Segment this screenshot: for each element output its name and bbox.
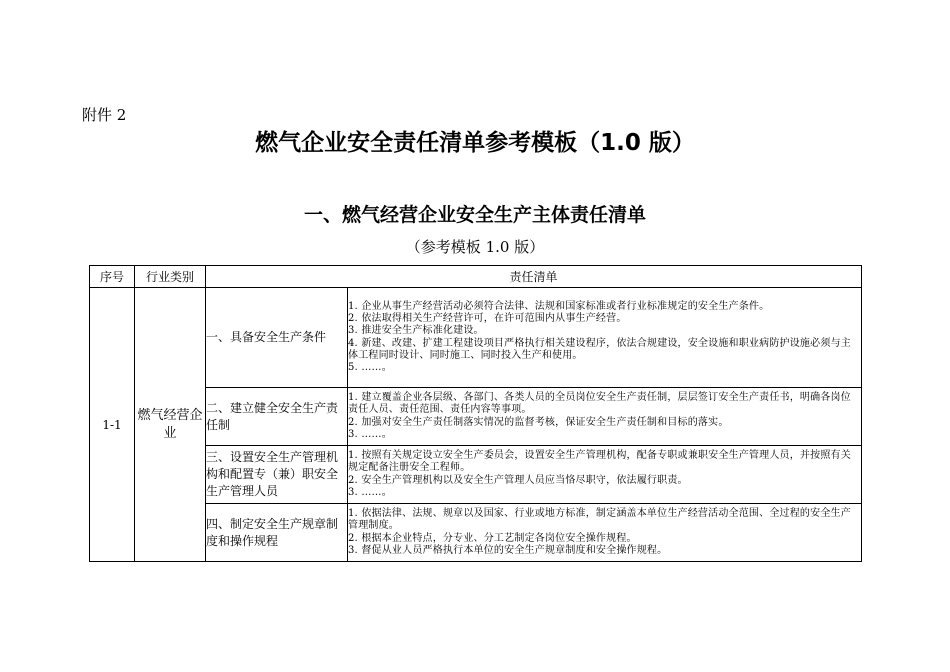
industry-category: 燃气经营企业 xyxy=(135,288,206,562)
list-item: 2. 依法取得相关生产经营许可，在许可范围内从事生产经营。 xyxy=(348,312,627,324)
responsibility-cell xyxy=(348,446,862,504)
list-item: 1. 企业从事生产经营活动必须符合法律、法规和国家标准或者行业标准规定的安全生产条件。 xyxy=(348,300,770,312)
list-item: 3. 推进安全生产标准化建设。 xyxy=(348,325,484,337)
table-row xyxy=(90,446,862,504)
list-item: 3. ……。 xyxy=(348,428,392,440)
list-item: 1. 建立覆盖企业各层级、各部门、各类人员的全员岗位安全生产责任制，层层签订安全生产责任书，明确各岗位责任人员、责任范围、责任内容等事项。 xyxy=(348,391,851,416)
category-cell: 二、建立健全安全生产责任制 xyxy=(206,388,348,446)
list-item: 5. ……。 xyxy=(348,362,392,374)
table-row xyxy=(90,288,862,388)
category-cell: 三、设置安全生产管理机构和配置专（兼）职安全生产管理人员 xyxy=(206,446,348,504)
list-item: 4. 新建、改建、扩建工程建设项目严格执行相关建设程序，依法合规建设，安全设施和职业病防护设施必须与主体工程同时设计、同时施工、同时投入生产和使用。 xyxy=(348,337,851,361)
category-cell: 一、具备安全生产条件 xyxy=(206,288,348,388)
list-item: 3. ……。 xyxy=(348,486,392,498)
table-row xyxy=(90,388,862,446)
table-header-row xyxy=(90,266,862,288)
responsibility-table xyxy=(89,265,862,562)
responsibility-cell xyxy=(348,288,862,388)
list-item: 2. 安全生产管理机构以及安全生产管理人员应当恪尽职守，依法履行职责。 xyxy=(348,474,688,486)
version-note: （参考模板 1.0 版） xyxy=(405,238,545,256)
section-title: 一、燃气经营企业安全生产主体责任清单 xyxy=(303,204,646,226)
table-row xyxy=(90,504,862,562)
list-item: 3. 督促从业人员严格执行本单位的安全生产规章制度和安全操作规程。 xyxy=(348,544,668,556)
header-responsibilities: 责任清单 xyxy=(206,266,862,288)
header-seq: 序号 xyxy=(90,266,135,288)
category-cell: 四、制定安全生产规章制度和操作规程 xyxy=(206,504,348,562)
header-industry: 行业类别 xyxy=(135,266,206,288)
attachment-label: 附件 2 xyxy=(82,106,127,124)
row-number: 1-1 xyxy=(90,288,135,562)
list-item: 2. 加强对安全生产责任制落实情况的监督考核，保证安全生产责任制和目标的落实。 xyxy=(348,416,729,428)
list-item: 1. 按照有关规定设立安全生产委员会，设置安全生产管理机构，配备专职或兼职安全生产管理人员，并按照有关规定配备注册安全工程师。 xyxy=(348,449,851,474)
responsibility-cell xyxy=(348,504,862,562)
document-title: 燃气企业安全责任清单参考模板（1.0 版） xyxy=(255,130,695,156)
list-item: 2. 根据本企业特点，分专业、分工艺制定各岗位安全操作规程。 xyxy=(348,532,637,544)
list-item: 1. 依据法律、法规、规章以及国家、行业或地方标准，制定涵盖本单位生产经营活动全范围、全过程的安全生产管理制度。 xyxy=(348,507,851,532)
responsibility-cell xyxy=(348,388,862,446)
